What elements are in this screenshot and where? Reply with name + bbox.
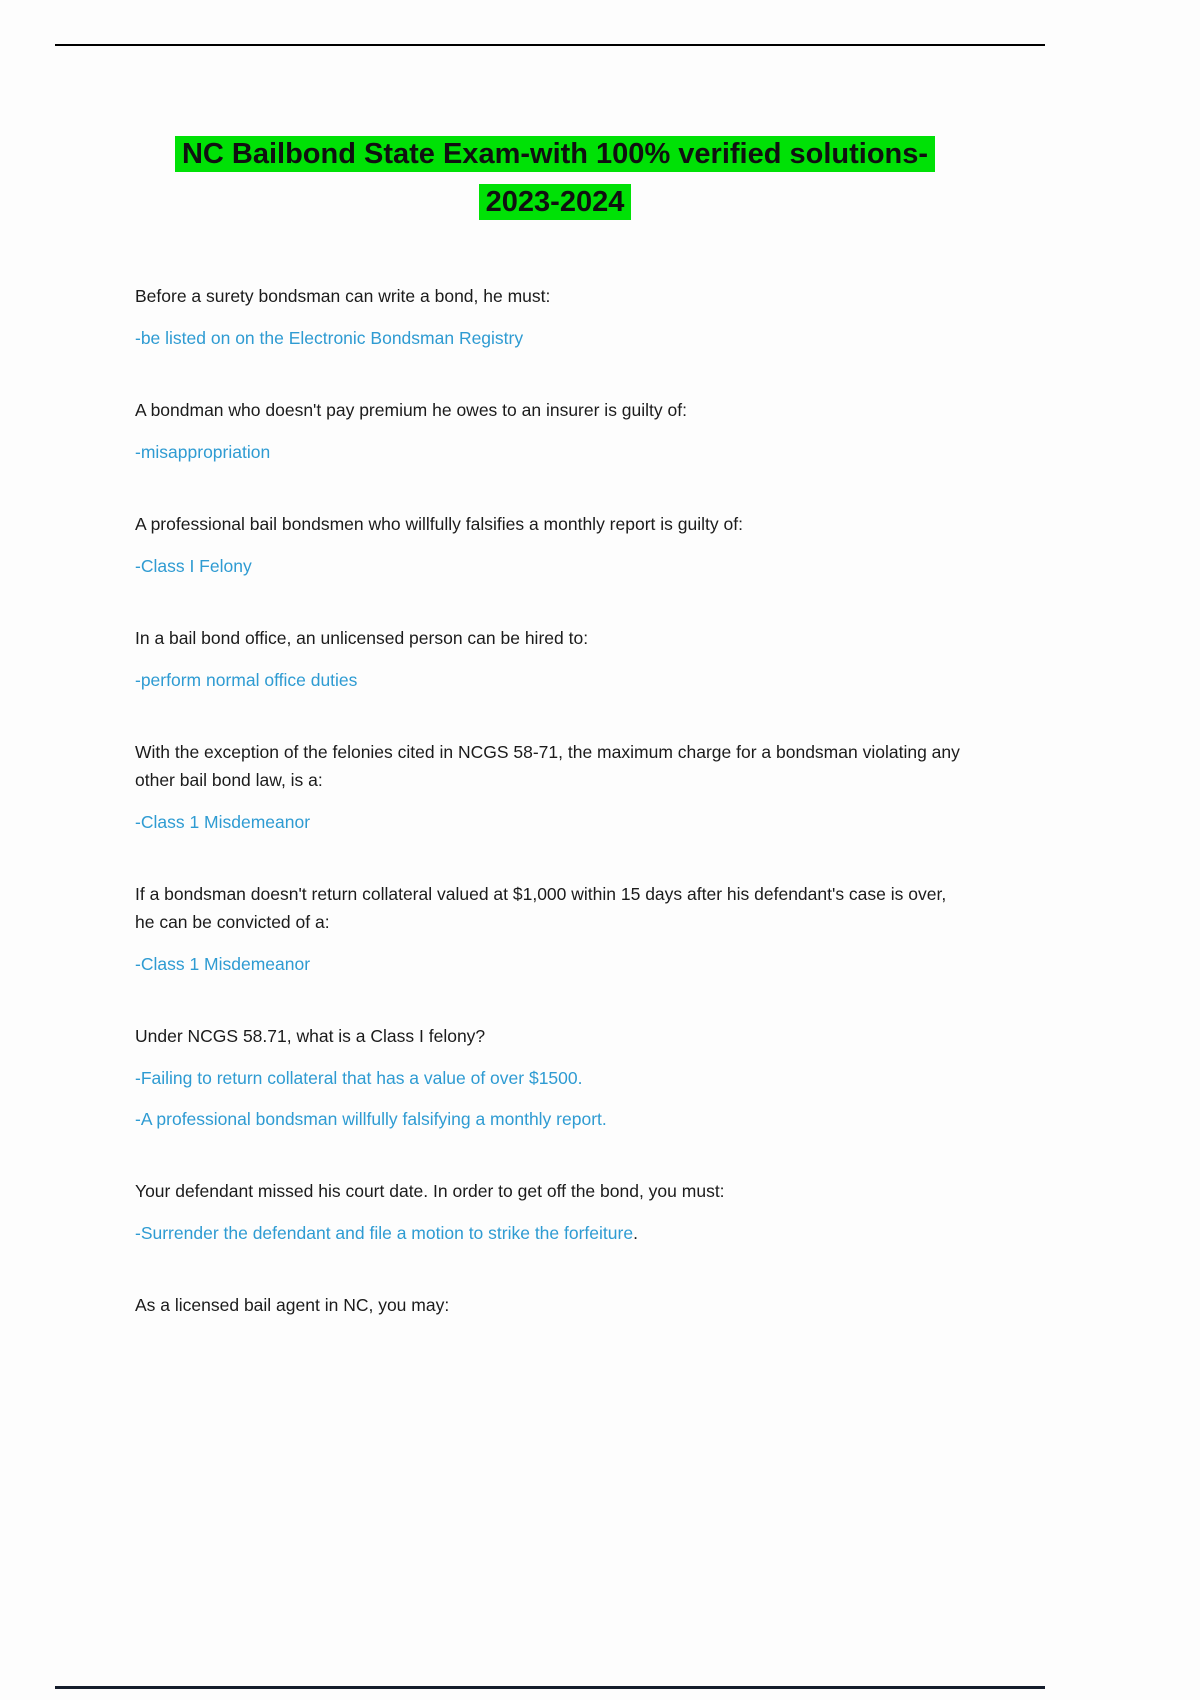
qa-block	[135, 396, 967, 466]
qa-block	[135, 1177, 967, 1247]
document-title	[135, 130, 975, 226]
answer-text	[135, 666, 967, 694]
answer-text-main: -misappropriation	[135, 442, 271, 462]
top-rule	[55, 44, 1045, 46]
qa-block	[135, 1291, 967, 1319]
qa-block	[135, 510, 967, 580]
question-text: With the exception of the felonies cited in NCGS 58-71, the maximum charge for a bondsman violating any other bail bond law, is a:	[135, 742, 960, 790]
question-text: Before a surety bondsman can write a bond, he must:	[135, 286, 551, 306]
question-text: Your defendant missed his court date. In order to get off the bond, you must:	[135, 1181, 725, 1201]
question-text: If a bondsman doesn't return collateral valued at $1,000 within 15 days after his defendant's case is over, he can be convicted of a:	[135, 884, 947, 932]
answer-text	[135, 1105, 967, 1133]
question-text: As a licensed bail agent in NC, you may:	[135, 1295, 450, 1315]
question-text: Under NCGS 58.71, what is a Class I felony?	[135, 1026, 486, 1046]
answer-text-main: -A professional bondsman willfully falsifying a monthly report.	[135, 1109, 607, 1129]
qa-block	[135, 738, 967, 836]
answer-text	[135, 324, 967, 352]
answer-text-main: -Class 1 Misdemeanor	[135, 812, 311, 832]
qa-block	[135, 624, 967, 694]
bottom-rule	[55, 1686, 1045, 1689]
answer-text-main: -Class 1 Misdemeanor	[135, 954, 311, 974]
qa-block	[135, 1022, 967, 1133]
answer-text-main: -Failing to return collateral that has a value of over $1500.	[135, 1068, 583, 1088]
qa-block	[135, 282, 967, 352]
question-text: A bondman who doesn't pay premium he owes to an insurer is guilty of:	[135, 400, 687, 420]
answer-text	[135, 1064, 967, 1092]
answer-text	[135, 1219, 967, 1247]
question-text: A professional bail bondsmen who willfully falsifies a monthly report is guilty of:	[135, 514, 743, 534]
answer-text-main: -perform normal office duties	[135, 670, 358, 690]
answer-text	[135, 950, 967, 978]
question-text: In a bail bond office, an unlicensed person can be hired to:	[135, 628, 589, 648]
answer-text-main: -be listed on on the Electronic Bondsman Registry	[135, 328, 524, 348]
answer-text	[135, 552, 967, 580]
answer-text	[135, 438, 967, 466]
answer-text-main: -Surrender the defendant and file a motion to strike the forfeiture	[135, 1223, 634, 1243]
qa-list	[135, 282, 967, 1363]
qa-block	[135, 880, 967, 978]
answer-text-main: -Class I Felony	[135, 556, 252, 576]
answer-text	[135, 808, 967, 836]
title-line-2: 2023-2024	[479, 184, 632, 220]
answer-text-tail: .	[633, 1223, 638, 1243]
title-line-1: NC Bailbond State Exam-with 100% verified solutions-	[175, 136, 935, 172]
